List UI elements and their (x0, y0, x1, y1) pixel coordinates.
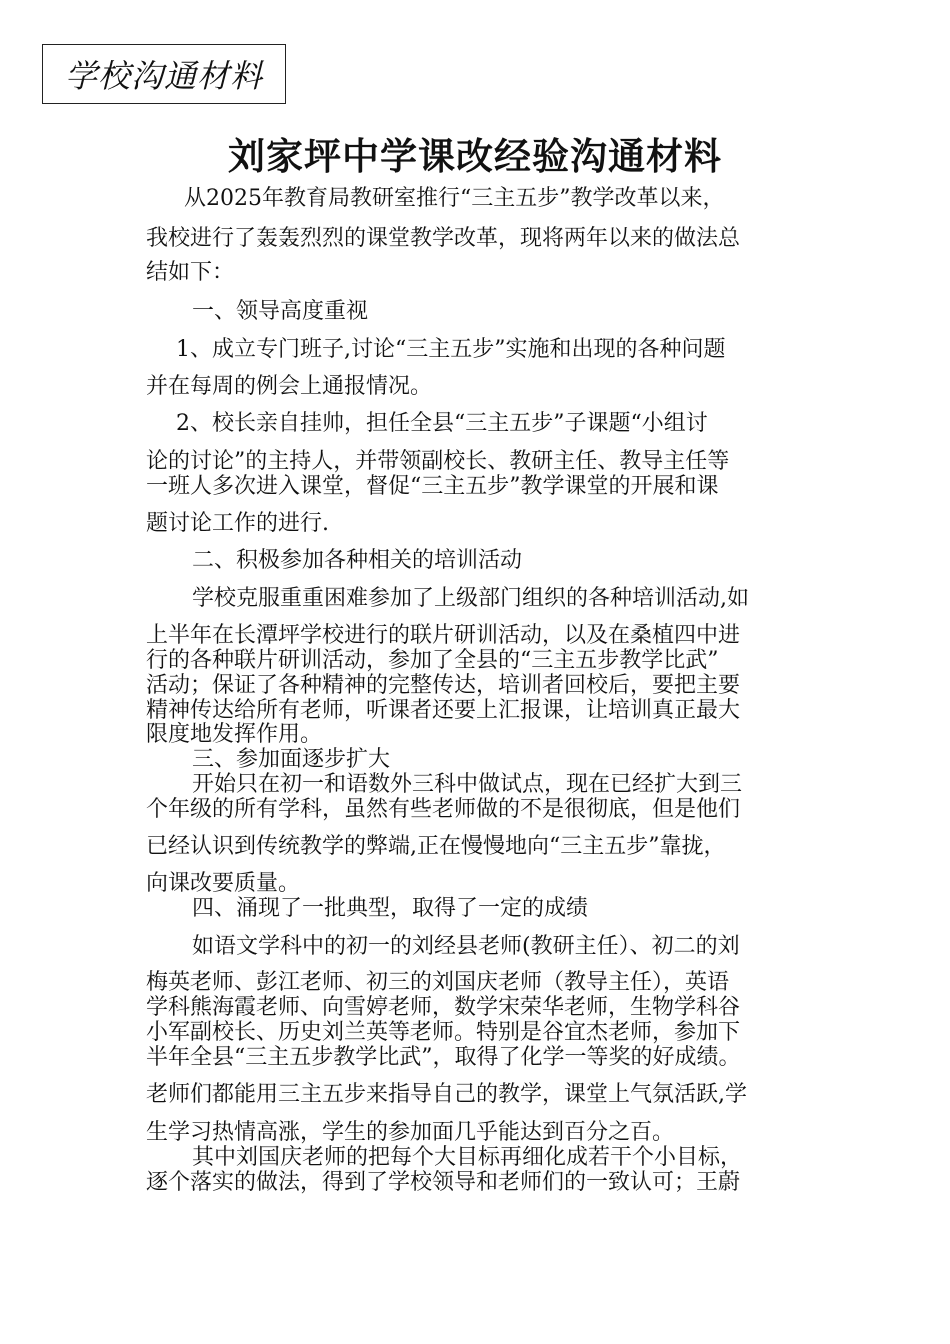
section-heading: 四、涌现了一批典型，取得了一定的成绩 (192, 896, 589, 921)
body-line: 精神传达给所有老师，听课者还要上汇报课，让培训真正最大 (146, 698, 741, 723)
body-line: 论的讨论”的主持人，并带领副校长、教研主任、教导主任等 (146, 449, 730, 474)
body-line: 其中刘国庆老师的把每个大目标再细化成若干个小目标， (192, 1145, 743, 1170)
body-line: 生学习热情高涨，学生的参加面几乎能达到百分之百。 (146, 1120, 675, 1145)
body-line: 学科熊海霞老师、向雪婷老师，数学宋荣华老师，生物学科谷 (146, 995, 741, 1020)
body-line: 我校进行了轰轰烈烈的课堂教学改革，现将两年以来的做法总 (146, 226, 741, 251)
body-line: 题讨论工作的进行. (146, 511, 329, 536)
body-line: 学校克服重重困难参加了上级部门组织的各种培训活动,如 (192, 586, 749, 611)
body-line: 梅英老师、彭江老师、初三的刘国庆老师（教导主任），英语 (146, 970, 730, 995)
document-label: 学校沟通材料 (64, 57, 263, 95)
body-line: 个年级的所有学科，虽然有些老师做的不是很彻底，但是他们 (146, 797, 741, 822)
body-line: 逐个落实的做法，得到了学校领导和老师们的一致认可；王蔚 (146, 1170, 741, 1195)
body-line: 半年全县“三主五步教学比武”，取得了化学一等奖的好成绩。 (146, 1045, 741, 1070)
body-line: 向课改要质量。 (146, 871, 301, 896)
body-line: 2、校长亲自挂帅，担任全县“三主五步”子课题“小组讨 (176, 411, 708, 436)
body-line: 活动；保证了各种精神的完整传达，培训者回校后，要把主要 (146, 673, 741, 698)
body-line: 结如下： (146, 260, 235, 285)
body-line: 限度地发挥作用。 (146, 722, 323, 747)
body-line: 上半年在长潭坪学校进行的联片研训活动，以及在桑植四中进 (146, 623, 741, 648)
body-line: 老师们都能用三主五步来指导自己的教学，课堂上气氛活跃,学 (146, 1082, 747, 1107)
body-line: 一班人多次进入课堂，督促“三主五步”教学课堂的开展和课 (146, 474, 719, 499)
body-line: 如语文学科中的初一的刘经县老师(教研主任）、初二的刘 (192, 934, 740, 959)
body-line: 已经认识到传统教学的弊端,正在慢慢地向“三主五步”靠拢， (146, 834, 726, 859)
section-heading: 三、参加面逐步扩大 (192, 747, 391, 772)
body-line: 并在每周的例会上通报情况。 (146, 374, 433, 399)
body-line: 1、成立专门班子,讨论“三主五步”实施和出现的各种问题 (176, 337, 726, 362)
body-line: 小军副校长、历史刘兰英等老师。特别是谷宜杰老师，参加下 (146, 1020, 741, 1045)
body-line: 从2025年教育局教研室推行“三主五步”教学改革以来， (184, 186, 725, 211)
document-title: 刘家坪中学课改经验沟通材料 (228, 135, 722, 178)
section-heading: 二、积极参加各种相关的培训活动 (192, 548, 523, 573)
body-line: 行的各种联片研训活动，参加了全县的“三主五步教学比武” (146, 648, 719, 673)
section-heading: 一、领导高度重视 (192, 299, 369, 324)
body-line: 开始只在初一和语数外三科中做试点，现在已经扩大到三 (192, 772, 743, 797)
document-label-box (42, 44, 286, 104)
